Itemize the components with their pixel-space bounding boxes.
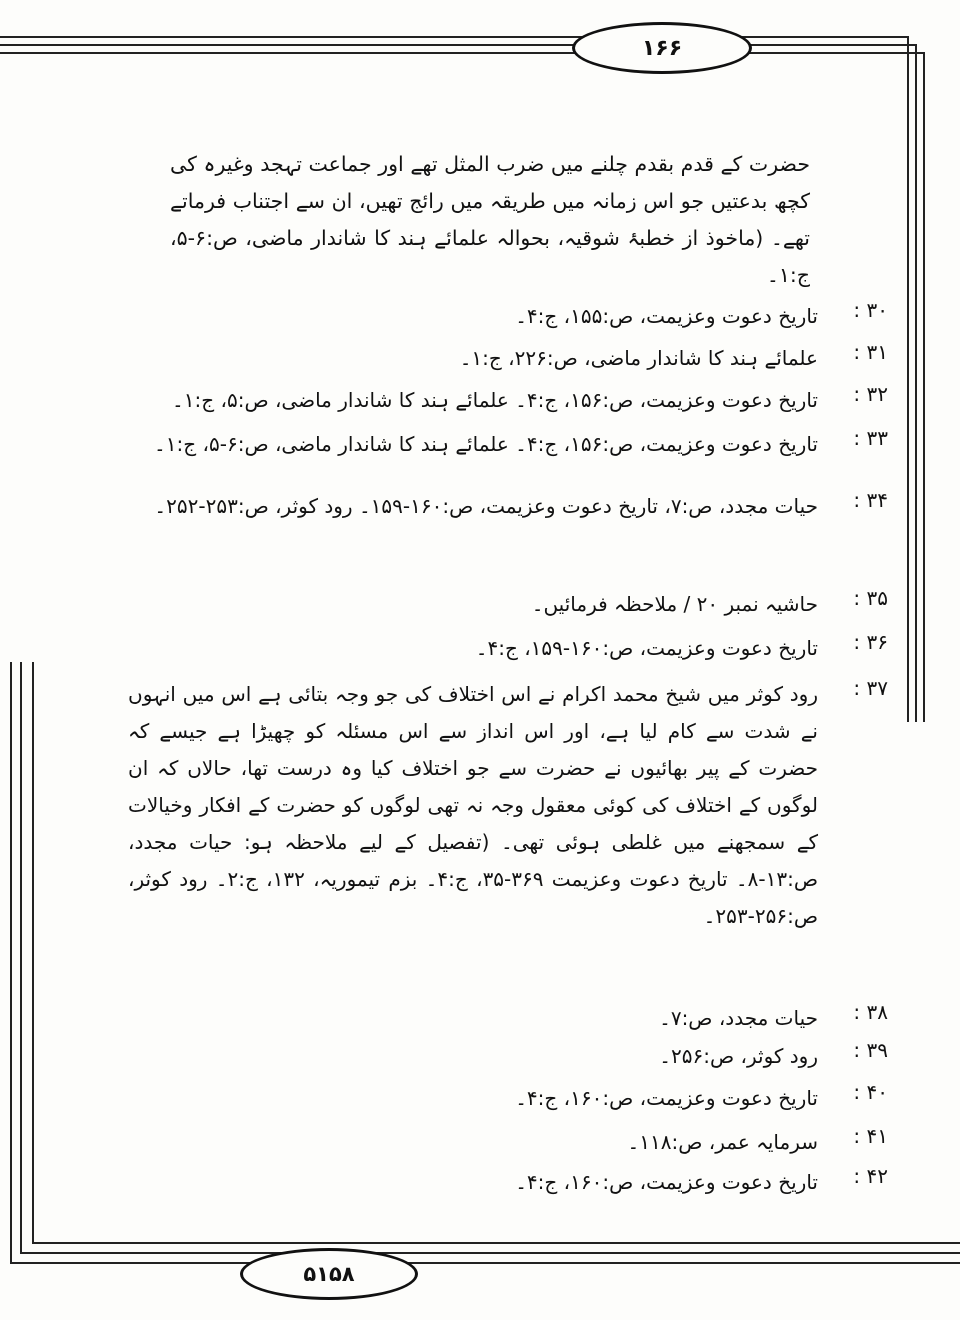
footnote-number: ۳۶ : (853, 630, 888, 654)
footnote-31 (128, 340, 888, 377)
footnote-number: ۳۰ : (853, 298, 888, 322)
footnote-text: تاریخ دعوت وعزیمت، ص:۱۵۵، ج:۴۔ (515, 304, 818, 328)
intro-paragraph: حضرت کے قدم بقدم چلنے میں ضرب المثل تھے اور جماعت تہجد وغیرہ کی کچھ بدعتیں جو اس زمانہ میں طریقہ میں رائج تھیں، ان سے اجتناب فرماتے تھے۔ (ماخوذ از خطبۂ شوقیہ، بحوالہ علمائے ہند کا شاندار ماضی، ص:۶-۵، ج:۱۔ (170, 152, 810, 287)
footnote-number: ۳۴ : (853, 488, 888, 512)
footnote-number: ۳۸ : (853, 1000, 888, 1024)
footnote-39 (128, 1038, 888, 1075)
footnote-text: سرمایہ عمر، ص:۱۱۸۔ (627, 1130, 818, 1154)
header-page-number: ۱۶۶ (572, 22, 752, 74)
footnote-text: رود کوثر، ص:۲۵۶۔ (659, 1044, 818, 1068)
footnote-32 (128, 382, 888, 419)
footnote-42 (128, 1164, 888, 1201)
footnote-text: تاریخ دعوت وعزیمت، ص:۱۶۰، ج:۴۔ (515, 1086, 818, 1110)
footnote-41 (128, 1124, 888, 1161)
footnote-35 (128, 586, 888, 623)
footnote-number: ۴۲ : (853, 1164, 888, 1188)
footnote-text: حیات مجدد، ص:۷۔ (659, 1006, 818, 1030)
footnote-36 (128, 630, 888, 667)
footnote-text: حیات مجدد، ص:۷، تاریخ دعوت وعزیمت، ص:۱۶۰-۱۵۹۔ رود کوثر، ص:۲۵۳-۲۵۲۔ (154, 494, 818, 518)
footnote-text: رود کوثر میں شیخ محمد اکرام نے اس اختلاف کی جو وجہ بتائی ہے اس میں انہوں نے شدت سے کام لیا ہے، اور اس انداز سے اس مسئلہ کو چھیڑا ہے جیسے کہ حضرت کے پیر بھائیوں نے حضرت سے جو اختلاف کیا وہ درست تھا، حالاں کہ ان لوگوں کے اختلاف کی کوئی معقول وجہ نہ تھی لوگوں کو حضرت کے افکار وخیالات کے سمجھنے میں غلطی ہوئی تھی۔ (تفصیل کے لیے ملاحظہ ہو: حیات مجدد، ص:۱۳-۸۔ تاریخ دعوت وعزیمت ۳۶۹-۳۵، ج:۴۔ بزم تیموریہ، ۱۳۲، ج:۲۔ رود کوثر، ص:۲۵۶-۲۵۳۔ (128, 682, 819, 928)
footnote-text: تاریخ دعوت وعزیمت، ص:۱۵۶، ج:۴۔ علمائے ہند کا شاندار ماضی، ص:۶-۵، ج:۱۔ (154, 432, 818, 456)
footnote-number: ۳۹ : (853, 1038, 888, 1062)
footnote-30 (128, 298, 888, 335)
footnote-text: تاریخ دعوت وعزیمت، ص:۱۶۰، ج:۴۔ (515, 1170, 818, 1194)
footnote-33 (128, 426, 888, 463)
footnote-number: ۳۲ : (853, 382, 888, 406)
footnote-37 (128, 676, 888, 935)
footnote-number: ۴۱ : (853, 1124, 888, 1148)
footnote-number: ۳۳ : (853, 426, 888, 450)
footer-page-number: ۵۱۵۸ (240, 1248, 418, 1300)
footnote-number: ۳۵ : (853, 586, 888, 610)
footnote-number: ۳۷ : (853, 676, 888, 700)
footnote-text: تاریخ دعوت وعزیمت، ص:۱۵۶، ج:۴۔ علمائے ہند کا شاندار ماضی، ص:۵، ج:۱۔ (172, 388, 818, 412)
footnote-text: تاریخ دعوت وعزیمت، ص:۱۶۰-۱۵۹، ج:۴۔ (475, 636, 818, 660)
footnote-40 (128, 1080, 888, 1117)
footnote-34 (128, 488, 888, 525)
footnote-text: حاشیہ نمبر ۲۰ / ملاحظہ فرمائیں۔ (531, 592, 818, 616)
footnote-38 (128, 1000, 888, 1037)
footnote-text: علمائے ہند کا شاندار ماضی، ص:۲۲۶، ج:۱۔ (459, 346, 818, 370)
footnote-number: ۴۰ : (853, 1080, 888, 1104)
footnote-number: ۳۱ : (853, 340, 888, 364)
